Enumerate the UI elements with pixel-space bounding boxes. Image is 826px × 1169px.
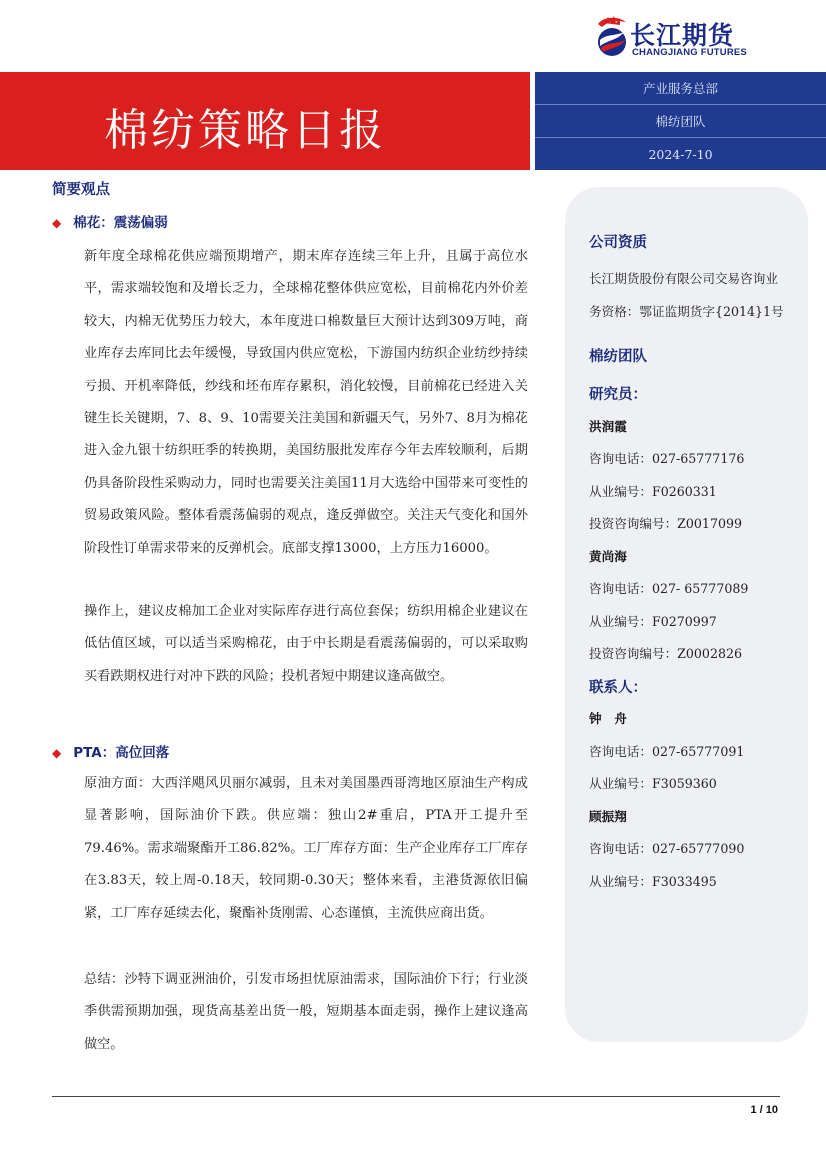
- pta-heading: [52, 741, 169, 761]
- researcher-name: 黄尚海: [589, 549, 627, 564]
- researcher-license: 从业编号：F0260331: [589, 484, 717, 499]
- pta-heading-text: PTA：高位回落: [73, 745, 170, 761]
- researcher-license: 从业编号：F0270997: [589, 614, 717, 629]
- contact-phone: 咨询电话：027-65777090: [589, 841, 745, 856]
- contact-name: 顾振翔: [589, 809, 627, 824]
- department-label: 产业服务总部: [535, 72, 826, 105]
- report-date: 2024-7-10: [648, 147, 713, 162]
- researcher-label: 研究员：: [589, 387, 647, 403]
- footer-divider: [52, 1096, 780, 1097]
- logo-english-name: CHANGJIANG FUTURES: [632, 47, 747, 58]
- logo-chinese-name: 长江期货: [630, 21, 735, 50]
- page-number: 1 / 10: [750, 1104, 778, 1116]
- pta-paragraph-2: 总结：沙特下调亚洲油价，引发市场担忧原油需求，国际油价下行；行业淡季供需预期加强，现货高基差出货一般，短期基本面走弱，操作上建议逢高做空。: [84, 972, 528, 1052]
- company-logo: [592, 14, 762, 60]
- header-info-panel: [535, 72, 826, 170]
- diamond-bullet-icon: ◆: [52, 216, 62, 230]
- contact-label: 联系人：: [589, 680, 647, 696]
- contact-license: 从业编号：F3033495: [589, 874, 717, 889]
- researcher-phone: 咨询电话：027- 65777089: [589, 581, 749, 596]
- contact-license: 从业编号：F3059360: [589, 776, 717, 791]
- researcher-name: 洪润霞: [589, 419, 627, 434]
- pta-paragraph-1: 原油方面：大西洋飓风贝丽尔减弱，且未对美国墨西哥湾地区原油生产构成显著影响，国际油价下跌。供应端：独山2#重启，PTA开工提升至79.46%。需求端聚酯开工86.82%。工厂库存方面：生产企业库存工厂库存在3.83天，较上周-0.18天，较同期-0.30天；整体来看，主港货源依旧偏紧，工厂库存延续去化，聚酯补货刚需、心态谨慎，主流供应商出货。: [84, 776, 528, 921]
- qualification-line-1: 长江期货股份有限公司交易咨询业: [589, 271, 778, 286]
- cotton-heading-text: 棉花：震荡偏弱: [73, 215, 168, 231]
- changjiang-logo-icon: [592, 14, 632, 60]
- researcher-advisor-id: 投资咨询编号：Z0017099: [589, 516, 742, 531]
- team-label: 棉纺团队: [535, 105, 826, 138]
- team-title: 棉纺团队: [589, 349, 647, 365]
- diamond-bullet-icon: ◆: [52, 746, 62, 760]
- contact-name: 钟 舟: [589, 711, 627, 726]
- cotton-paragraph-1: 新年度全球棉花供应端预期增产，期末库存连续三年上升，且属于高位水平，需求端较饱和及增长乏力，全球棉花整体供应宽松，目前棉花内外价差较大，内棉无优势压力较大，本年度进口棉数量巨大预计达到309万吨，商业库存去库同比去年缓慢，导致国内供应宽松，下游国内纺织企业纺纱持续亏损、开机率降低，纱线和坯布库存累积，消化较慢，目前棉花已经进入关键生长关键期，7、8、9、10需要关注美国和新疆天气，另外7、8月为棉花进入金九银十纺织旺季的转换期，美国纺服批发库存今年去库较顺利，后期仍具备阶段性采购动力，同时也需要关注美国11月大选给中国带来可变性的贸易政策风险。整体看震荡偏弱的观点，逢反弹做空。关注天气变化和国外阶段性订单需求带来的反弹机会。底部支撑13000，上方压力16000。: [84, 249, 528, 556]
- contact-phone: 咨询电话：027-65777091: [589, 744, 745, 759]
- researcher-advisor-id: 投资咨询编号：Z0002826: [589, 646, 742, 661]
- cotton-heading: [52, 211, 168, 231]
- report-title: 棉纺策略日报: [104, 105, 386, 156]
- qualification-title: 公司资质: [589, 235, 647, 251]
- qualification-line-2: 务资格：鄂证监期货字{2014}1号: [589, 304, 784, 319]
- researcher-phone: 咨询电话：027-65777176: [589, 451, 745, 466]
- cotton-paragraph-2: 操作上，建议皮棉加工企业对实际库存进行高位套保；纺织用棉企业建议在低估值区域，可以适当采购棉花，由于中长期是看震荡偏弱的，可以采取购买看跌期权进行对冲下跌的风险；投机者短中期建议逢高做空。: [84, 604, 528, 684]
- section-title: 简要观点: [52, 182, 110, 198]
